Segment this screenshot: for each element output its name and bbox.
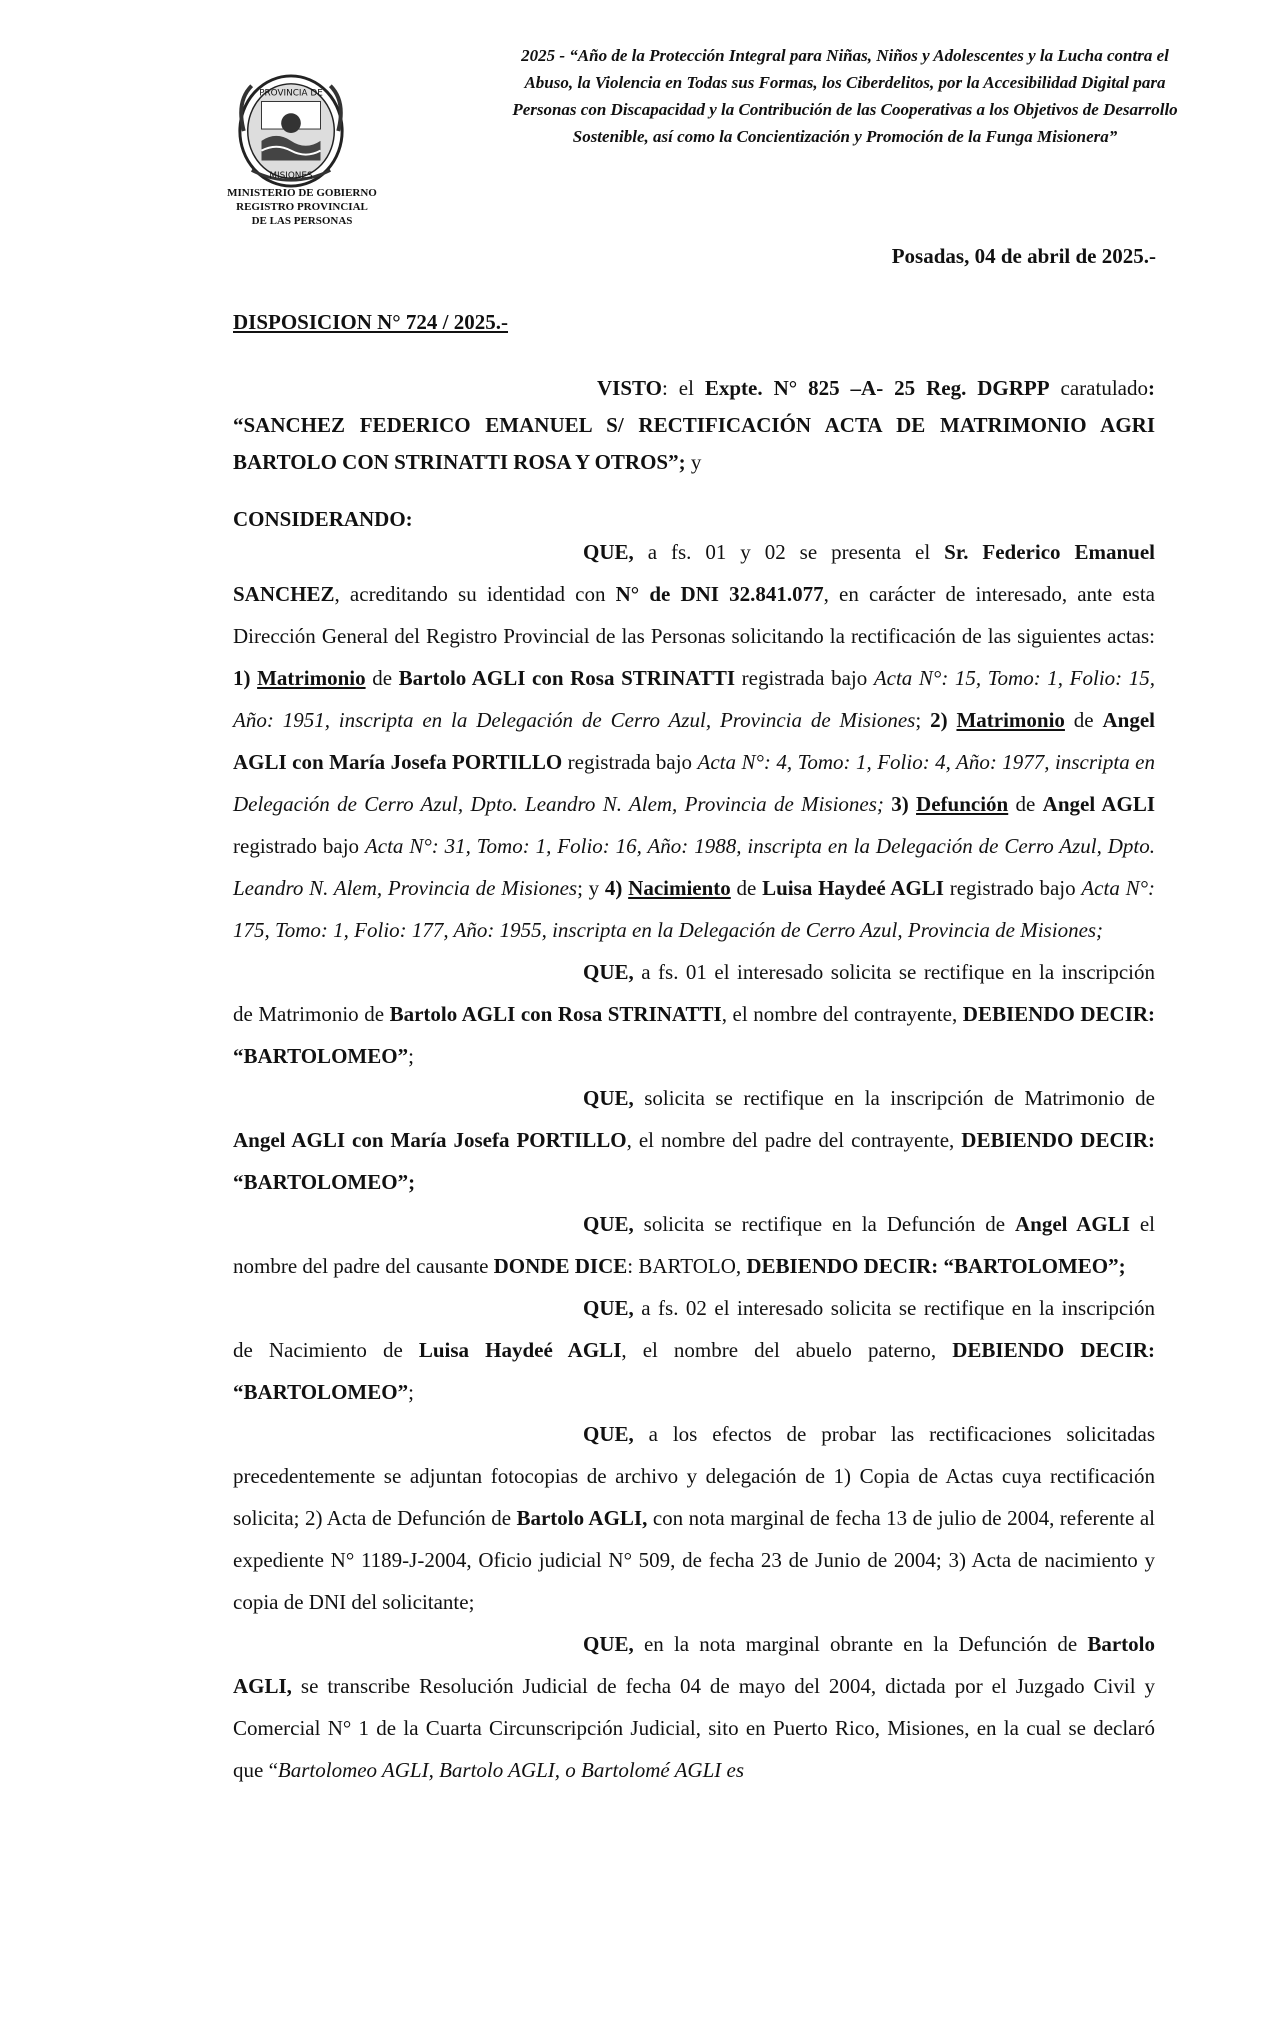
considerando-paragraph: QUE, solicita se rectifique en la inscripción de Matrimonio de Angel AGLI con María Josefa PORTILLO, el nombre del padre del contrayente, DEBIENDO DECIR: “BARTOLOMEO”;: [233, 1086, 1155, 1194]
considerando-paragraph: QUE, en la nota marginal obrante en la Defunción de Bartolo AGLI, se transcribe Resolución Judicial de fecha 04 de mayo del 2004, dictada por el Juzgado Civil y Comercial N° 1 de la Cuarta Circunscripción Judicial, sito en Puerto Rico, Misiones, en la cual se declaró que “Bartolomeo AGLI, Bartolo AGLI, o Bartolomé AGLI es: [233, 1632, 1155, 1782]
year-motto: 2025 - “Año de la Protección Integral para Niñas, Niños y Adolescentes y la Lucha contra el Abuso, la Violencia en Todas sus Formas, los Ciberdelitos, por la Accesibilidad Digital para Personas con Discapacidad y la Contribución de las Cooperativas a los Objetivos de Desarrollo Sostenible, así como la Concientización y Promoción de la Funga Misionera”: [512, 46, 1178, 146]
considerando-paragraph: QUE, a fs. 02 el interesado solicita se rectifique en la inscripción de Nacimiento de Luisa Haydeé AGLI, el nombre del abuelo paterno, DEBIENDO DECIR: “BARTOLOMEO”;: [233, 1296, 1156, 1404]
provincia-misiones-seal-icon: [232, 72, 350, 190]
ministry-block: [202, 186, 402, 228]
ministry-line: REGISTRO PROVINCIAL: [236, 201, 368, 213]
considerando-paragraph: QUE, a fs. 01 y 02 se presenta el Sr. Federico Emanuel SANCHEZ, acreditando su identidad con N° de DNI 32.841.077, en carácter de interesado, ante esta Dirección General del Registro Provincial de las Personas solicitando la rectificación de las siguientes actas: 1) Matrimonio de Bartolo AGLI con Rosa STRINATTI registrada bajo Acta N°: 15, Tomo: 1, Folio: 15, Año: 1951, inscripta en la Delegación de Cerro Azul, Provincia de Misiones; 2) Matrimonio de Angel AGLI con María Josefa PORTILLO registrada bajo Acta N°: 4, Tomo: 1, Folio: 4, Año: 1977, inscripta en Delegación de Cerro Azul, Dpto. Leandro N. Alem, Provincia de Misiones; 3) Defunción de Angel AGLI registrado bajo Acta N°: 31, Tomo: 1, Folio: 16, Año: 1988, inscripta en la Delegación de Cerro Azul, Dpto. Leandro N. Alem, Provincia de Misiones; y 4) Nacimiento de Luisa Haydeé AGLI registrado bajo Acta N°: 175, Tomo: 1, Folio: 177, Año: 1955, inscripta en la Delegación de Cerro Azul, Provincia de Misiones;: [233, 540, 1156, 942]
considerando-paragraph: QUE, a fs. 01 el interesado solicita se rectifique en la inscripción de Matrimonio de Bartolo AGLI con Rosa STRINATTI, el nombre del contrayente, DEBIENDO DECIR: “BARTOLOMEO”;: [233, 960, 1156, 1068]
considerando-body: [233, 531, 1155, 1791]
visto-paragraph: VISTO: el Expte. N° 825 –A- 25 Reg. DGRPP caratulado: “SANCHEZ FEDERICO EMANUEL S/ RECTIFICACIÓN ACTA DE MATRIMONIO AGRI BARTOLO CON STRINATTI ROSA Y OTROS”; y: [233, 376, 1155, 474]
ministry-line: DE LAS PERSONAS: [251, 215, 353, 227]
dateline: Posadas, 04 de abril de 2025.-: [891, 244, 1156, 268]
considerando-paragraph: QUE, solicita se rectifique en la Defunción de Angel AGLI el nombre del padre del causante DONDE DICE: BARTOLO, DEBIENDO DECIR: “BARTOLOMEO”;: [233, 1212, 1156, 1278]
considerando-heading: CONSIDERANDO:: [233, 507, 413, 531]
svg-text:PROVINCIA DE: PROVINCIA DE: [259, 88, 323, 99]
disposition-title: DISPOSICION N° 724 / 2025.-: [233, 310, 509, 334]
considerando-paragraph: QUE, a los efectos de probar las rectificaciones solicitadas precedentemente se adjuntan fotocopias de archivo y delegación de 1) Copia de Actas cuya rectificación solicita; 2) Acta de Defunción de Bartolo AGLI, con nota marginal de fecha 13 de julio de 2004, referente al expediente N° 1189-J-2004, Oficio judicial N° 509, de fecha 23 de Junio de 2004; 3) Acta de nacimiento y copia de DNI del solicitante;: [233, 1422, 1155, 1614]
ministry-line: MINISTERIO DE GOBIERNO: [227, 187, 377, 199]
svg-text:MISIONES: MISIONES: [269, 171, 313, 182]
